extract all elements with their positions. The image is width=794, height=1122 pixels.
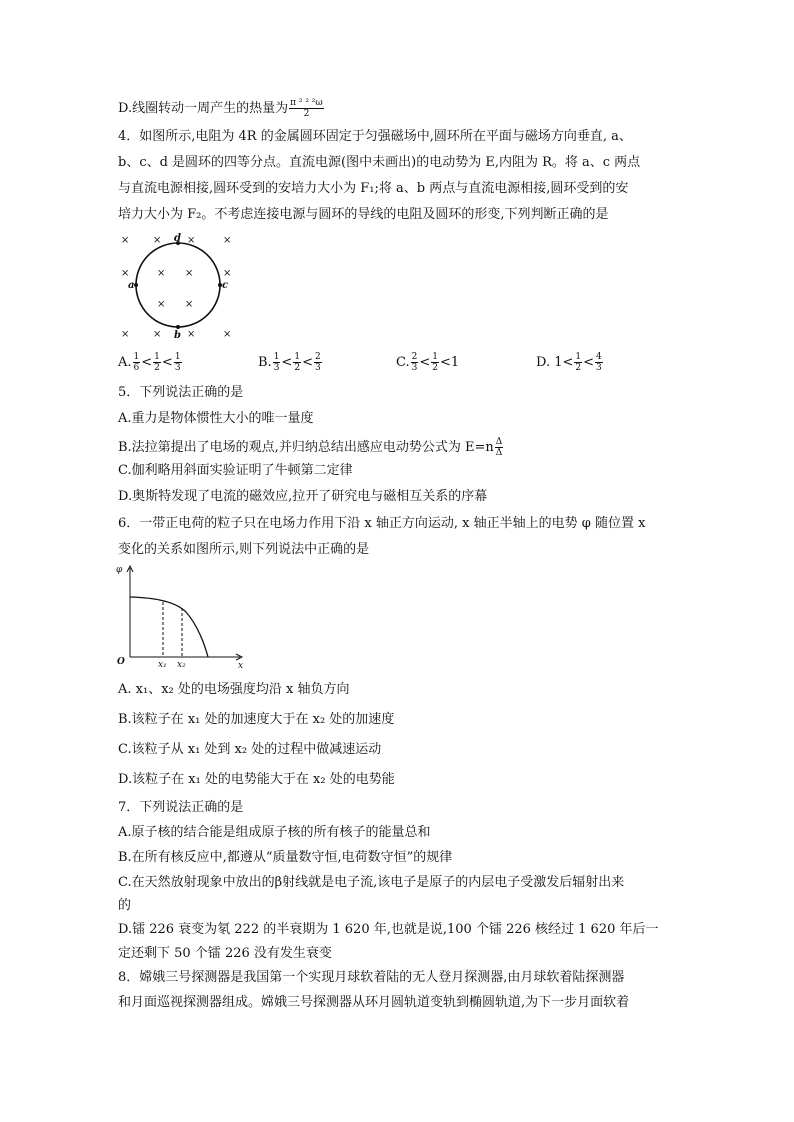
x1-label: x₁: [158, 660, 167, 670]
field-mark: ×: [121, 268, 130, 279]
q4-option-b: B. $\frac{1}{3}$ < $\frac{1}{2}$ < $\frac{2}{3}$: [258, 352, 321, 373]
emf-formula-fraction: $\frac{\Delta}{\Delta}$: [495, 437, 503, 458]
q6-potential-graph: [112, 560, 252, 670]
q7-option-b: B.在所有核反应中,都遵从“质量数守恒,电荷数守恒”的规律: [118, 850, 453, 865]
field-mark: ×: [157, 299, 166, 310]
label-d: d: [174, 233, 181, 244]
q4-stem-line-3: 与直流电源相接,圆环受到的安培力大小为 F₁;将 a、b 两点与直流电源相接,圆环受到的安: [118, 181, 629, 196]
field-mark: ×: [157, 268, 166, 279]
q7-option-a: A.原子核的结合能是组成原子核的所有核子的能量总和: [118, 825, 431, 840]
q6-option-d: D.该粒子在 x₁ 处的电势能大于在 x₂ 处的电势能: [118, 772, 395, 787]
y-axis-label: φ: [116, 565, 123, 575]
q4-option-d: D. 1< $\frac{1}{2}$ < $\frac{4}{3}$: [536, 352, 602, 373]
x-axis-label: x: [238, 661, 244, 670]
q4-option-a: A. $\frac{1}{6}$ < $\frac{1}{2}$ < $\frac{1}{3}$: [118, 352, 181, 373]
q3-option-d: D.线圈转动一周产生的热量为 $\frac{\text{π ² ² ²ω}}{2}$: [118, 98, 323, 119]
magnetic-field-marks: [121, 235, 231, 340]
label-b: b: [174, 330, 181, 341]
q5-option-a: A.重力是物体惯性大小的唯一量度: [118, 411, 314, 426]
q3-heat-fraction: $\frac{\text{π ² ² ²ω}}{2}$: [290, 98, 323, 119]
q4-ring-figure: [112, 228, 242, 343]
q6-option-c: C.该粒子从 x₁ 处到 x₂ 处的过程中做减速运动: [118, 742, 382, 757]
potential-curve: [130, 597, 208, 657]
q4-stem-line-1: 4．如图所示,电阻为 4R 的金属圆环固定于匀强磁场中,圆环所在平面与磁场方向垂直, a、: [118, 129, 632, 144]
q4-option-c: C. $\frac{2}{3}$ < $\frac{1}{2}$ <1: [396, 352, 460, 373]
field-mark: ×: [223, 268, 232, 279]
q4-stem-line-4: 培力大小为 F₂。不考虑连接电源与圆环的导线的电阻及圆环的形变,下列判断正确的是: [118, 207, 609, 222]
field-mark: ×: [121, 235, 130, 246]
q8-stem-line-2: 和月面巡视探测器组成。嫦娥三号探测器从环月圆轨道变轨到椭圆轨道,为下一步月面软着: [118, 995, 630, 1010]
label-c: c: [222, 280, 229, 291]
origin-label: O: [117, 657, 125, 667]
q8-stem-line-1: 8．嫦娥三号探测器是我国第一个实现月球软着陆的无人登月探测器,由月球软着陆探测器: [118, 970, 625, 985]
x2-label: x₂: [177, 660, 186, 670]
q6-stem-line-2: 变化的关系如图所示,则下列说法中正确的是: [118, 542, 370, 557]
q6-option-b: B.该粒子在 x₁ 处的加速度大于在 x₂ 处的加速度: [118, 712, 395, 727]
q7-option-c-line-1: C.在天然放射现象中放出的β射线就是电子流,该电子是原子的内层电子受激发后辐射出来: [118, 875, 625, 890]
metal-ring: [136, 243, 220, 327]
field-mark: ×: [153, 235, 162, 246]
q5-option-b: B.法拉第提出了电场的观点,并归纳总结出感应电动势公式为 E=n $\frac{\Delta}{\Delta}$: [118, 437, 503, 458]
q7-option-d-line-1: D.镭 226 衰变为氡 222 的半衰期为 1 620 年,也就是说,100 个镭 226 核经过 1 620 年后一: [118, 922, 659, 937]
q4-stem-line-2: b、c、d 是圆环的四等分点。直流电源(图中未画出)的电动势为 E,内阻为 R。将 a、c 两点: [118, 155, 641, 170]
label-a: a: [128, 280, 135, 291]
field-mark: ×: [223, 235, 232, 246]
field-mark: ×: [187, 329, 196, 340]
field-mark: ×: [185, 268, 194, 279]
point-a-dot: [134, 283, 138, 287]
q5-option-d: D.奥斯特发现了电流的磁效应,拉开了研究电与磁相互关系的序幕: [118, 489, 488, 504]
q5-stem: 5．下列说法正确的是: [118, 385, 244, 400]
q6-stem-line-1: 6．一带正电荷的粒子只在电场力作用下沿 x 轴正方向运动, x 轴正半轴上的电势 φ 随位置 x: [118, 516, 646, 531]
field-mark: ×: [185, 299, 194, 310]
q5-option-c: C.伽利略用斜面实验证明了牛顿第二定律: [118, 463, 353, 478]
point-b-dot: [176, 325, 180, 329]
q7-stem: 7．下列说法正确的是: [118, 800, 244, 815]
q7-option-d-line-2: 定还剩下 50 个镭 226 没有发生衰变: [118, 946, 332, 961]
field-mark: ×: [153, 329, 162, 340]
field-mark: ×: [223, 329, 232, 340]
field-mark: ×: [187, 235, 196, 246]
q7-option-c-line-2: 的: [118, 898, 132, 913]
q6-option-a: A. x₁、x₂ 处的电场强度均沿 x 轴负方向: [118, 682, 350, 697]
field-mark: ×: [121, 329, 130, 340]
